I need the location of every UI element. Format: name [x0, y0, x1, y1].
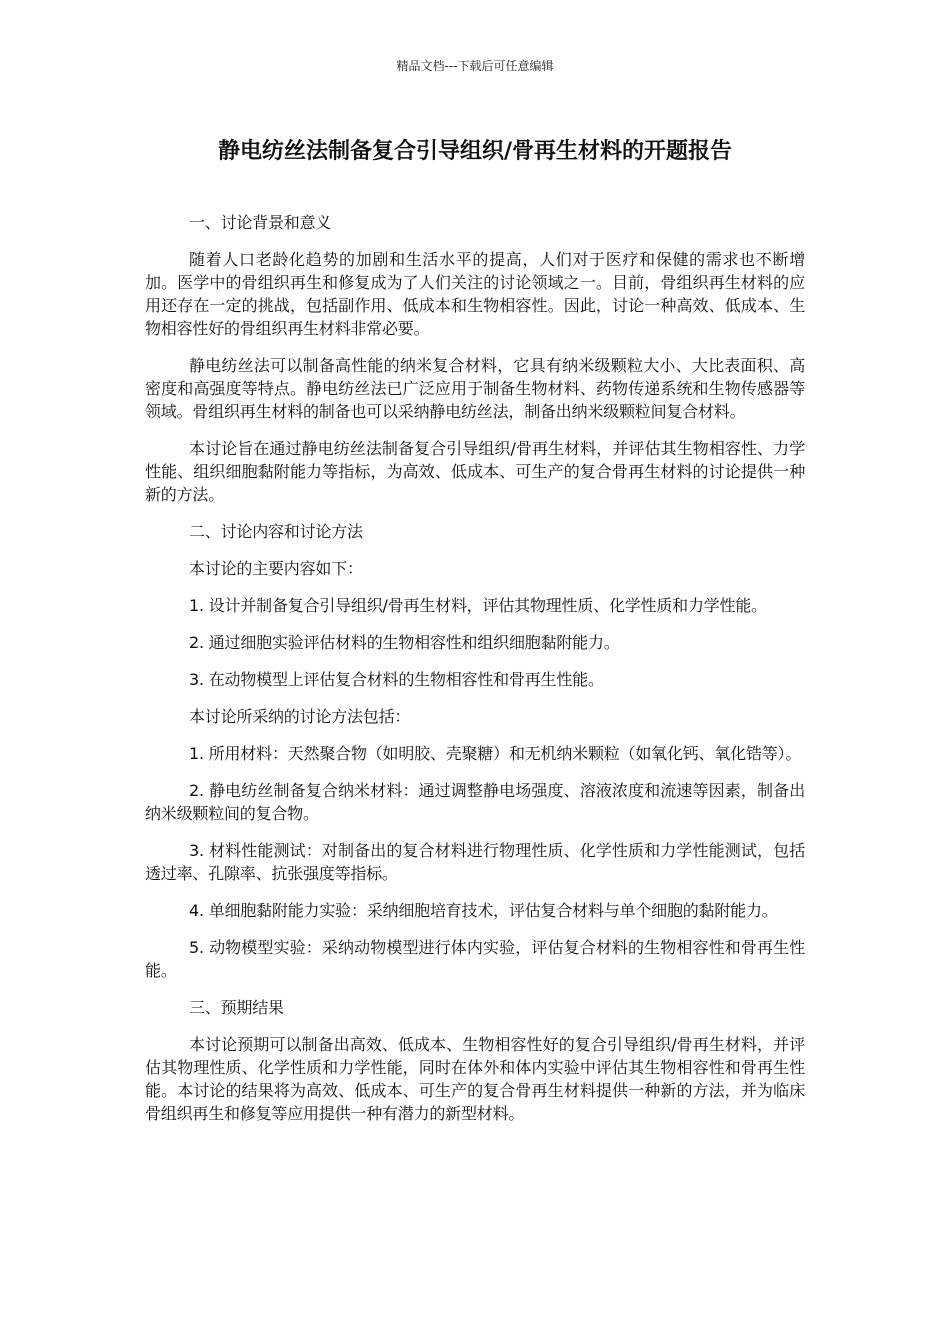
list-item-method-2: 2. 静电纺丝制备复合纳米材料：通过调整静电场强度、溶液浓度和流速等因素，制备出纳米级颗粒间的复合物。	[145, 781, 805, 823]
paragraph-content-intro: 本讨论的主要内容如下：	[189, 559, 363, 578]
list-item-content-2: 2. 通过细胞实验评估材料的生物相容性和组织细胞黏附能力。	[189, 633, 620, 652]
document-title: 静电纺丝法制备复合引导组织/骨再生材料的开题报告	[217, 139, 733, 164]
document-body	[145, 211, 805, 1139]
section-heading-background: 一、讨论背景和意义	[189, 213, 332, 232]
list-item-method-3: 3. 材料性能测试：对制备出的复合材料进行物理性质、化学性质和力学性能测试，包括透过率、孔隙率、抗张强度等指标。	[145, 841, 805, 883]
paragraph-background-1: 随着人口老龄化趋势的加剧和生活水平的提高，人们对于医疗和保健的需求也不断增加。医学中的骨组织再生和修复成为了人们关注的讨论领域之一。目前，骨组织再生材料的应用还存在一定的挑战，包括副作用、低成本和生物相容性。因此，讨论一种高效、低成本、生物相容性好的骨组织再生材料非常必要。	[145, 250, 805, 338]
list-item-content-1: 1. 设计并制备复合引导组织/骨再生材料，评估其物理性质、化学性质和力学性能。	[189, 596, 767, 615]
paragraph-background-3: 本讨论旨在通过静电纺丝法制备复合引导组织/骨再生材料，并评估其生物相容性、力学性能、组织细胞黏附能力等指标，为高效、低成本、可生产的复合骨再生材料的讨论提供一种新的方法。	[145, 439, 805, 504]
list-item-method-1: 1. 所用材料：天然聚合物（如明胶、壳聚糖）和无机纳米颗粒（如氧化钙、氧化锆等）。	[189, 744, 802, 763]
list-item-method-5: 5. 动物模型实验：采纳动物模型进行体内实验，评估复合材料的生物相容性和骨再生性能。	[145, 938, 805, 980]
paragraph-background-2: 静电纺丝法可以制备高性能的纳米复合材料，它具有纳米级颗粒大小、大比表面积、高密度和高强度等特点。静电纺丝法已广泛应用于制备生物材料、药物传递系统和生物传感器等领域。骨组织再生材料的制备也可以采纳静电纺丝法，制备出纳米级颗粒间复合材料。	[145, 356, 805, 421]
header-note: 精品文档---下载后可任意编辑	[396, 59, 554, 73]
list-item-method-4: 4. 单细胞黏附能力实验：采纳细胞培育技术，评估复合材料与单个细胞的黏附能力。	[189, 901, 778, 920]
paragraph-methods-intro: 本讨论所采纳的讨论方法包括：	[189, 707, 411, 726]
section-heading-expected-results: 三、预期结果	[189, 998, 284, 1017]
paragraph-expected-results: 本讨论预期可以制备出高效、低成本、生物相容性好的复合引导组织/骨再生材料，并评估其物理性质、化学性质和力学性能，同时在体外和体内实验中评估其生物相容性和骨再生性能。本讨论的结果将为高效、低成本、可生产的复合骨再生材料提供一种新的方法，并为临床骨组织再生和修复等应用提供一种有潜力的新型材料。	[145, 1035, 805, 1123]
section-heading-content-methods: 二、讨论内容和讨论方法	[189, 522, 363, 541]
list-item-content-3: 3. 在动物模型上评估复合材料的生物相容性和骨再生性能。	[189, 670, 604, 689]
